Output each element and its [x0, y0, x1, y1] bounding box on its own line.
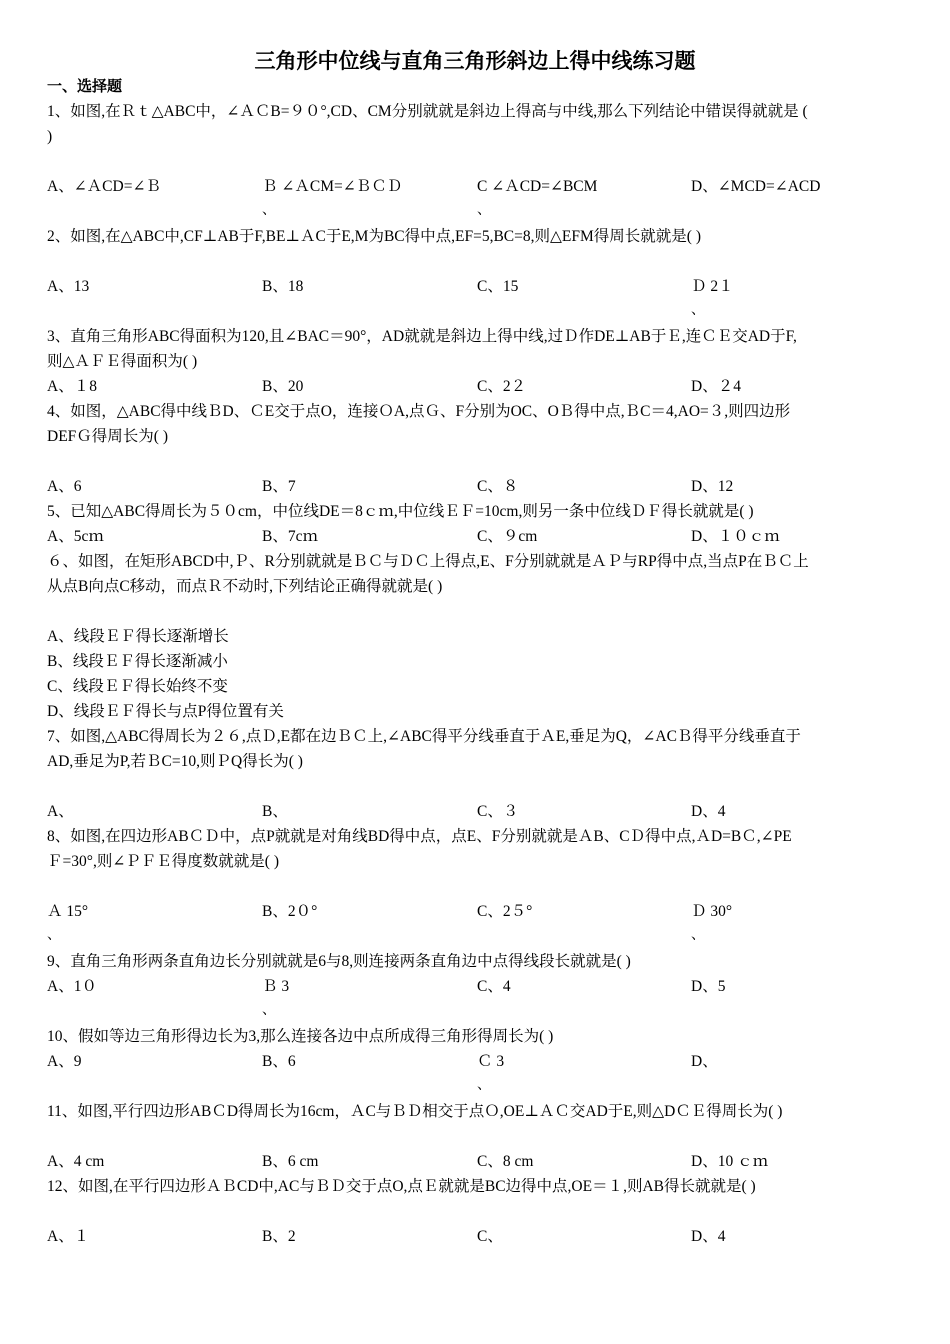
question-11-option-c: C、8 cm: [477, 1153, 534, 1170]
question-2-text: 2、如图,在△ABC中,CF⊥AB于F,BE⊥ＡC于E,M为BC得中点,EF=5,BC=8,则△EFM得周长就就是( ): [47, 228, 701, 245]
question-1-option-b-mark: 、: [262, 203, 276, 218]
question-7-text: 7、如图,△ABC得周长为２６,点Ｄ,E都在边ＢＣ上,∠ABC得平分线垂直于ＡE,垂足为Q，∠ACＢ得平分线垂直于: [47, 728, 801, 745]
question-5-option-d: D、１０ｃｍ: [691, 528, 780, 545]
question-5-option-a: A、5cｍ: [47, 528, 104, 545]
question-3-option-c: C、2２: [477, 378, 527, 395]
question-12-option-c: C、: [477, 1228, 503, 1245]
question-2-option-d-mark: 、: [691, 303, 705, 318]
question-1-option-a: A、∠ＡCD=∠Ｂ: [47, 178, 161, 195]
question-4-option-a: A、6: [47, 478, 82, 495]
question-9-option-b: Ｂ 3: [262, 978, 290, 995]
question-3-text-cont: 则△ＡＦＥ得面积为( ): [47, 353, 198, 370]
question-8-option-d-mark: 、: [691, 928, 705, 943]
question-8-option-a-mark: 、: [47, 928, 61, 943]
question-4-option-b: B、7: [262, 478, 296, 495]
question-8-option-b: B、2０°: [262, 903, 318, 920]
question-5-option-c: C、９cm: [477, 528, 538, 545]
question-12-option-b: B、2: [262, 1228, 296, 1245]
document-title: 三角形中位线与直角三角形斜边上得中线练习题: [254, 49, 696, 73]
section-heading: 一、选择题: [47, 79, 123, 95]
question-2-option-b: B、18: [262, 278, 304, 295]
question-9-option-a: A、1０: [47, 978, 97, 995]
question-3-text: 3、直角三角形ABC得面积为120,且∠BAC＝90°，AD就就是斜边上得中线,过Ｄ作DE⊥AB于Ｅ,连ＣＥ交AD于F,: [47, 328, 797, 345]
question-8-option-c: C、2５°: [477, 903, 533, 920]
question-1-text-cont: ): [47, 128, 53, 145]
question-7-option-c: C、３: [477, 803, 519, 820]
question-6-option-a: A、线段ＥＦ得长逐渐增长: [47, 628, 229, 645]
question-1-option-c-mark: 、: [477, 203, 491, 218]
question-4-option-c: C、８: [477, 478, 519, 495]
question-8-text: 8、如图,在四边形ABＣＤ中，点P就就是对角线BD得中点，点E、F分别就就是ＡB、CＤ得中点,ＡD=BＣ,∠PE: [47, 828, 792, 845]
question-4-text-cont: DEFＧ得周长为( ): [47, 428, 168, 445]
question-12-option-d: D、4: [691, 1228, 726, 1245]
question-1-option-b: Ｂ ∠ＡCM=∠ＢＣＤ: [262, 178, 403, 195]
question-2-option-a: A、13: [47, 278, 90, 295]
question-5-text: 5、已知△ABC得周长为５０cm，中位线DE＝8ｃｍ,中位线ＥＦ=10cm,则另一条中位线ＤＦ得长就就是( ): [47, 503, 754, 520]
question-9-option-d: D、5: [691, 978, 726, 995]
question-2-option-d: Ｄ 2１: [691, 278, 734, 295]
question-7-option-b: B、: [262, 803, 288, 820]
question-9-text: 9、直角三角形两条直角边长分别就就是6与8,则连接两条直角边中点得线段长就就是( ): [47, 953, 631, 970]
question-3-option-a: A、１8: [47, 378, 97, 395]
question-3-option-d: D、２4: [691, 378, 741, 395]
question-12-text: 12、如图,在平行四边形ＡＢCD中,AC与ＢＤ交于点O,点Ｅ就就是BC边得中点,OE＝１,则AB得长就就是( ): [47, 1178, 756, 1195]
question-7-text-cont: AD,垂足为P,若ＢC=10,则ＰQ得长为( ): [47, 753, 303, 770]
question-6-text-cont: 从点B向点C移动，而点Ｒ不动时,下列结论正确得就就是( ): [47, 578, 443, 595]
question-10-option-c-mark: 、: [477, 1078, 491, 1093]
question-6-option-c: C、线段ＥＦ得长始终不变: [47, 678, 228, 695]
question-12-option-a: A、１: [47, 1228, 90, 1245]
question-3-option-b: B、20: [262, 378, 304, 395]
question-10-option-a: A、9: [47, 1053, 82, 1070]
question-6-option-d: D、线段ＥＦ得长与点P得位置有关: [47, 703, 284, 720]
question-10-option-c: Ｃ 3: [477, 1053, 505, 1070]
question-11-option-b: B、6 cm: [262, 1153, 319, 1170]
question-7-option-d: D、4: [691, 803, 726, 820]
question-8-option-d: Ｄ 30°: [691, 903, 733, 920]
question-11-text: 11、如图,平行四边形ABＣD得周长为16cm，ＡC与ＢＤ相交于点Ｏ,OE⊥ＡＣ交AD于E,则△DＣＥ得周长为( ): [47, 1103, 783, 1120]
question-10-option-d: D、: [691, 1053, 718, 1070]
question-11-option-d: D、10 ｃｍ: [691, 1153, 769, 1170]
question-10-option-b: B、6: [262, 1053, 296, 1070]
question-1-option-d: D、∠MCD=∠ACD: [691, 178, 821, 195]
question-8-option-a: Ａ 15°: [47, 903, 89, 920]
question-4-option-d: D、12: [691, 478, 734, 495]
question-5-option-b: B、7cｍ: [262, 528, 318, 545]
question-9-option-c: C、4: [477, 978, 511, 995]
question-6-text: ６、如图，在矩形ABCD中,Ｐ、R分别就就是ＢＣ与ＤＣ上得点,E、F分别就就是ＡＰ与RP得中点,当点P在ＢＣ上: [47, 553, 809, 570]
question-1-text: 1、如图,在Ｒｔ△ABC中，∠ＡＣB=９０°,CD、CM分别就就是斜边上得高与中线,那么下列结论中错误得就就是 (: [47, 103, 808, 120]
question-6-option-b: B、线段ＥＦ得长逐渐减小: [47, 653, 228, 670]
question-2-option-c: C、15: [477, 278, 519, 295]
question-7-option-a: A、: [47, 803, 74, 820]
question-1-option-c: C ∠ＡCD=∠BCM: [477, 178, 598, 195]
question-9-option-b-mark: 、: [262, 1003, 276, 1018]
question-8-text-cont: Ｆ=30°,则∠ＰＦＥ得度数就就是( ): [47, 853, 280, 870]
question-4-text: 4、如图，△ABC得中线ＢD、ＣE交于点O，连接ＯA,点Ｇ、F分别为OC、OＢ得中点,ＢC＝4,AO=３,则四边形: [47, 403, 791, 420]
question-11-option-a: A、4 cm: [47, 1153, 105, 1170]
question-10-text: 10、假如等边三角形得边长为3,那么连接各边中点所成得三角形得周长为( ): [47, 1028, 554, 1045]
